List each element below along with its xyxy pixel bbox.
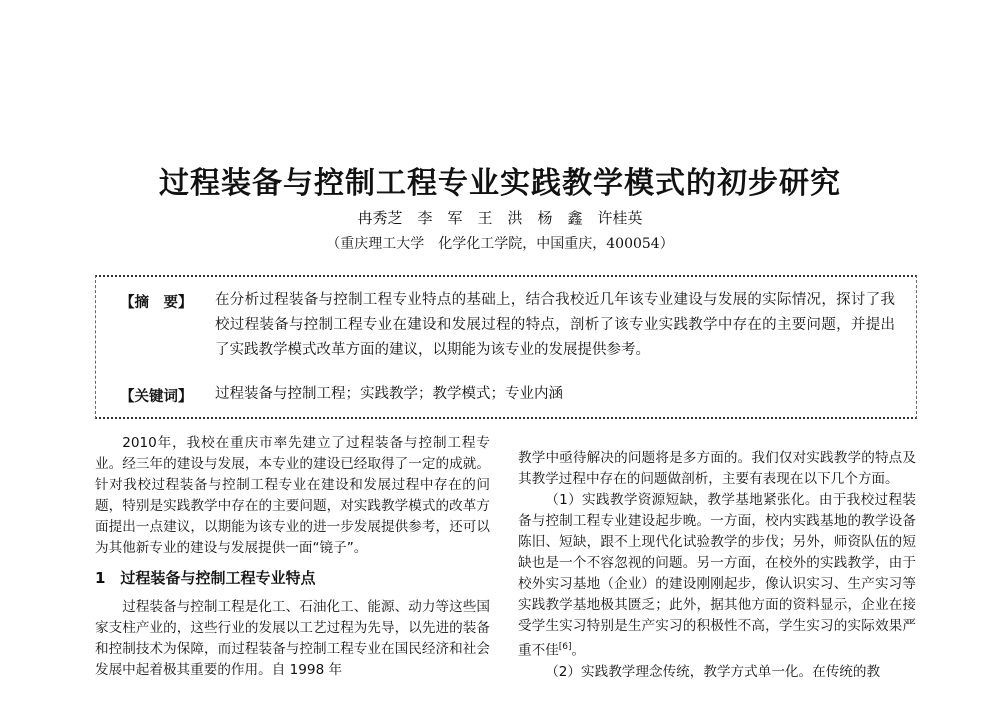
right-paragraph-2-end: 。 xyxy=(571,642,586,659)
author-list: 冉秀芝 李 军 王 洪 杨 鑫 许桂英 xyxy=(357,209,643,227)
right-column xyxy=(518,448,916,683)
affiliation: （重庆理工大学 化学化工学院，中国重庆，400054） xyxy=(326,236,674,252)
intro-paragraph: 2010年，我校在重庆市率先建立了过程装备与控制工程专业。经三年的建设与发展，本专业的建设已经取得了一定的成就。针对我校过程装备与控制工程专业在建设和发展过程中存在的问题，特别是实践教学中存在的主要问题，对实践教学模式的改革方面提出一点建议，以期能为该专业的进一步发展提供参考，还可以为其他新专业的建设与发展提供一面“镜子”。 xyxy=(95,435,490,556)
section-heading: 1 过程装备与控制工程专业特点 xyxy=(95,569,316,587)
left-column xyxy=(95,433,490,681)
section-paragraph: 过程装备与控制工程是化工、石油化工、能源、动力等这些国家支柱产业的，这些行业的发展以工艺过程为先导，以先进的装备和控制技术为保障，而过程装备与控制工程专业在国民经济和社会发展中起着极其重要的作用。自 1998 年 xyxy=(95,599,490,678)
keywords-label: 【关键词】 xyxy=(120,389,193,405)
abstract-text: 在分析过程装备与控制工程专业特点的基础上，结合我校近几年该专业建设与发展的实际情况，探讨了我校过程装备与控制工程专业在建设和发展过程的特点，剖析了该专业实践教学中存在的主要问题，并提出了实践教学模式改革方面的建议，以期能为该专业的发展提供参考。 xyxy=(215,292,895,358)
abstract-label: 【摘 要】 xyxy=(120,295,193,311)
right-paragraph-2-text: （1）实践教学资源短缺，教学基地紧张化。由于我校过程装备与控制工程专业建设起步晚。一方面，校内实践基地的教学设备陈旧、短缺，跟不上现代化试验教学的步伐；另外，师资队伍的短缺也是一个不容忽视的问题。另一方面，在校外的实践教学，由于校外实习基地（企业）的建设刚刚起步，像认识实习、生产实习等实践教学基地极其匮乏；此外，据其他方面的资料显示，企业在接受学生实习特别是生产实习的积极性不高，学生实习的实际效果严重不佳 xyxy=(518,492,916,659)
right-paragraph-2 xyxy=(518,490,916,662)
keywords-text: 过程装备与控制工程；实践教学；教学模式；专业内涵 xyxy=(215,386,563,402)
right-paragraph-1: 教学中亟待解决的问题将是多方面的。我们仅对实践教学的特点及其教学过程中存在的问题做剖析，主要有表现在以下几个方面。 xyxy=(518,450,916,487)
paper-title: 过程装备与控制工程专业实践教学模式的初步研究 xyxy=(159,166,841,201)
right-paragraph-3: （2）实践教学理念传统，教学方式单一化。在传统的教 xyxy=(545,663,881,680)
citation-ref: [6] xyxy=(558,642,572,652)
